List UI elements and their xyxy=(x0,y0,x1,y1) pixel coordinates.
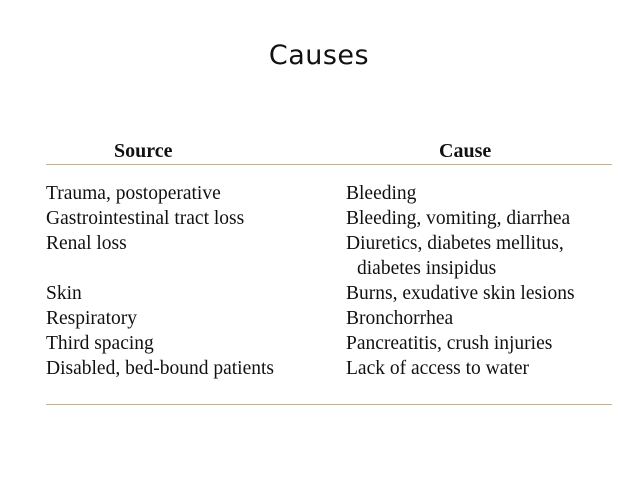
cause-cell: Bleeding, vomiting, diarrhea xyxy=(346,208,571,229)
footer-rule xyxy=(46,404,612,405)
cause-cell: Bleeding xyxy=(346,183,417,204)
cause-cell-continued: diabetes insipidus xyxy=(357,258,497,279)
slide-title: Causes xyxy=(268,40,370,71)
source-cell: Gastrointestinal tract loss xyxy=(46,208,245,229)
source-cell: Renal loss xyxy=(46,233,127,254)
header-rule xyxy=(46,164,612,165)
source-cell: Respiratory xyxy=(46,308,137,329)
cause-cell: Lack of access to water xyxy=(346,358,529,379)
header-cause: Cause xyxy=(439,140,492,162)
source-cell: Trauma, postoperative xyxy=(46,183,221,204)
source-cell: Third spacing xyxy=(46,333,154,354)
header-source: Source xyxy=(114,140,173,162)
source-cell: Disabled, bed-bound patients xyxy=(46,358,274,379)
cause-cell: Bronchorrhea xyxy=(346,308,454,329)
cause-cell: Diuretics, diabetes mellitus, xyxy=(346,233,564,254)
source-cell: Skin xyxy=(46,283,82,304)
cause-cell: Pancreatitis, crush injuries xyxy=(346,333,553,354)
cause-cell: Burns, exudative skin lesions xyxy=(346,283,575,304)
